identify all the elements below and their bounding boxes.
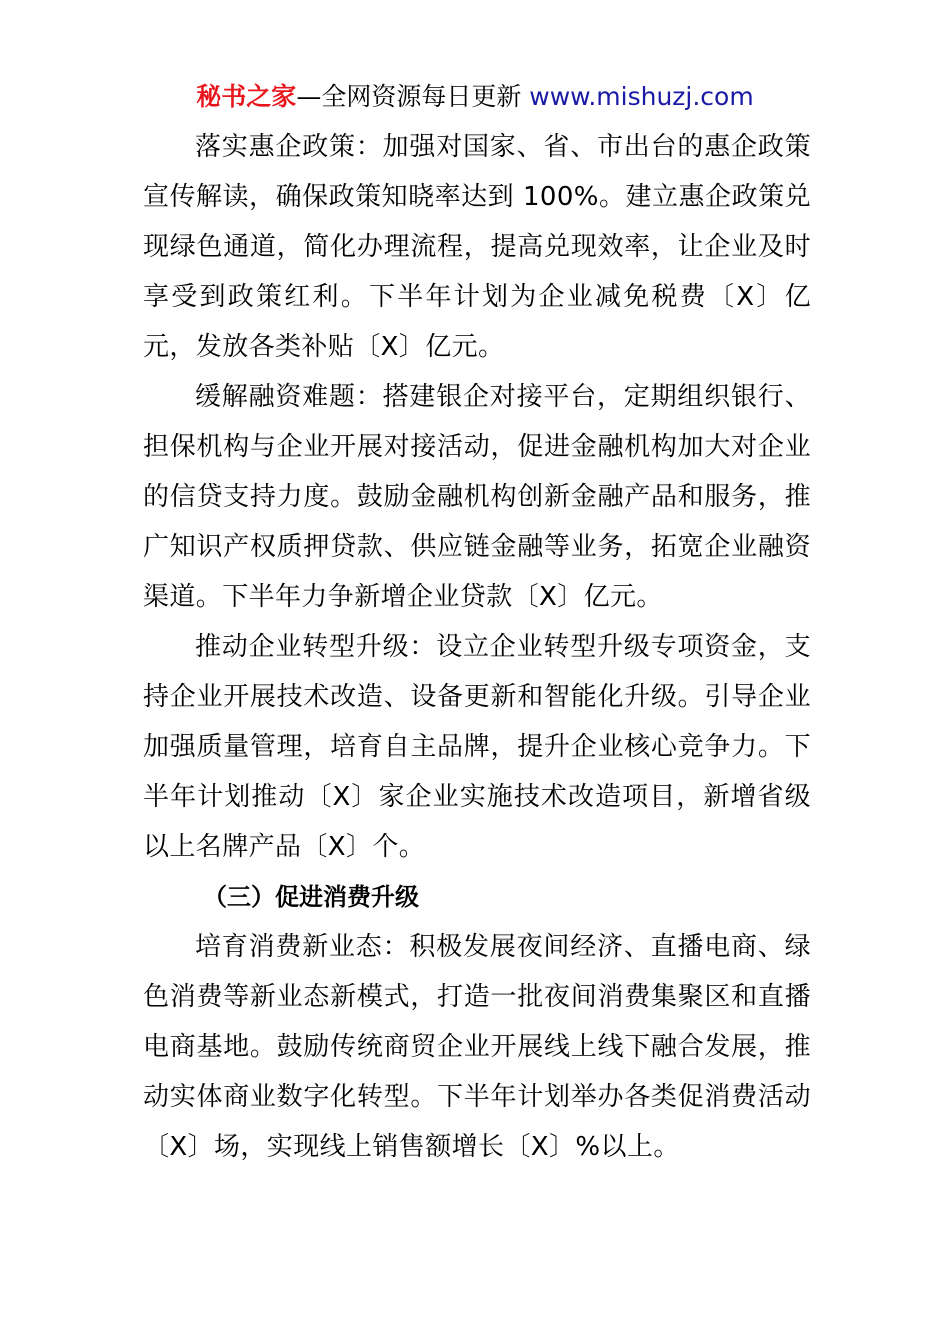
site-url-link[interactable]: www.mishuzj.com	[529, 82, 754, 111]
site-header	[0, 80, 950, 114]
paragraph-policy-implementation: 落实惠企政策：加强对国家、省、市出台的惠企政策宣传解读，确保政策知晓率达到 100%。建立惠企政策兑现绿色通道，简化办理流程，提高兑现效率，让企业及时享受到政策红利。下半年计划为企业减免税费〔X〕亿元，发放各类补贴〔X〕亿元。	[143, 132, 811, 362]
paragraph-transformation: 推动企业转型升级：设立企业转型升级专项资金，支持企业开展技术改造、设备更新和智能化升级。引导企业加强质量管理，培育自主品牌，提升企业核心竞争力。下半年计划推动〔X〕家企业实施技术改造项目，新增省级以上名牌产品〔X〕个。	[143, 632, 811, 862]
document-body	[143, 122, 811, 1172]
header-tagline: —全网资源每日更新	[296, 82, 522, 111]
paragraph-financing: 缓解融资难题：搭建银企对接平台，定期组织银行、担保机构与企业开展对接活动，促进金融机构加大对企业的信贷支持力度。鼓励金融机构创新金融产品和服务，推广知识产权质押贷款、供应链金融等业务，拓宽企业融资渠道。下半年力争新增企业贷款〔X〕亿元。	[143, 382, 811, 612]
section-heading-consumption: （三）促进消费升级	[203, 883, 419, 911]
brand-name: 秘书之家	[196, 82, 297, 111]
paragraph-new-consumption: 培育消费新业态：积极发展夜间经济、直播电商、绿色消费等新业态新模式，打造一批夜间消费集聚区和直播电商基地。鼓励传统商贸企业开展线上线下融合发展，推动实体商业数字化转型。下半年计划举办各类促消费活动〔X〕场，实现线上销售额增长〔X〕%以上。	[143, 932, 811, 1162]
